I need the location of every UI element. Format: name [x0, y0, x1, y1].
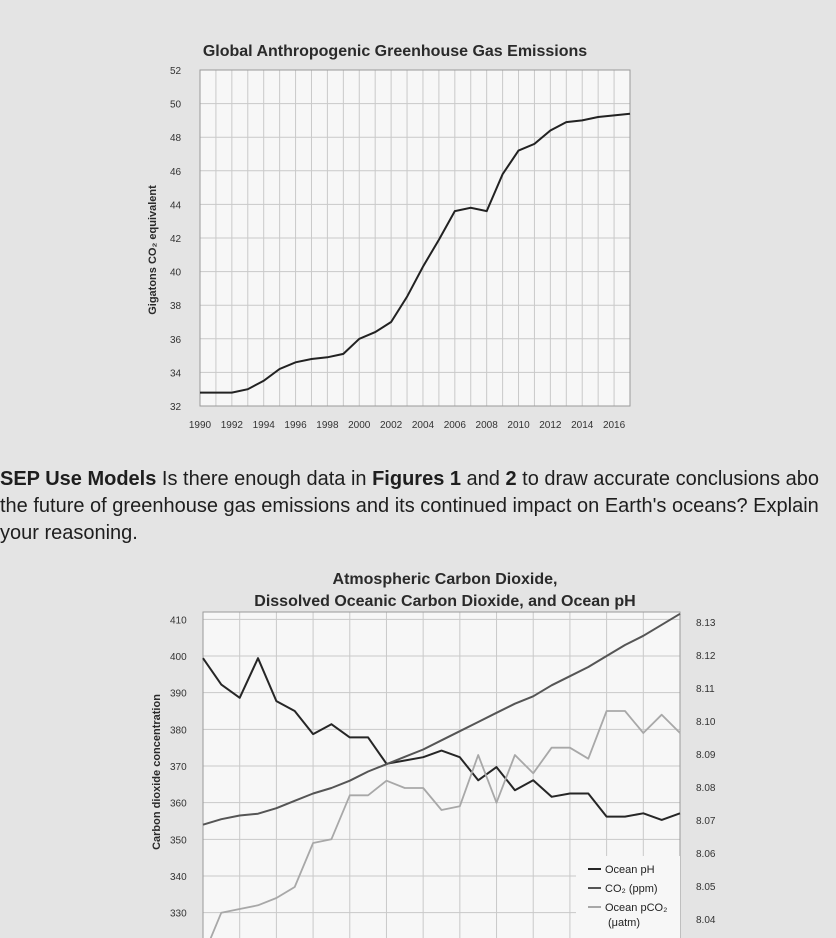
co2-chart-subtitle: Dissolved Oceanic Carbon Dioxide, and Ocean pH: [254, 593, 636, 610]
y-tick-label: 340: [170, 872, 187, 883]
emissions-y-axis-label: Gigatons CO₂ equivalent: [147, 185, 159, 315]
y-tick-label: 380: [170, 725, 187, 737]
co2-legend: [576, 856, 680, 938]
y-tick-label: 390: [170, 688, 187, 700]
question-line-2: the future of greenhouse gas emissions and its continued impact on Earth's oceans? Explain: [0, 495, 819, 517]
y2-tick-label: 8.12: [696, 650, 716, 662]
question-line-3: your reasoning.: [0, 522, 138, 544]
x-tick-label: 1998: [316, 420, 339, 431]
y-tick-label: 350: [170, 835, 187, 847]
y-tick-label: 360: [170, 798, 187, 810]
y-tick-label: 42: [170, 234, 182, 245]
x-tick-label: 1992: [220, 420, 243, 431]
y2-tick-label: 8.13: [696, 617, 716, 629]
emissions-x-ticks: [189, 420, 626, 431]
y-tick-label: 38: [170, 301, 182, 313]
y-tick-label: 36: [170, 334, 182, 346]
legend-label-pco2: Ocean pCO₂: [605, 902, 668, 914]
y2-tick-label: 8.06: [696, 848, 716, 860]
x-tick-label: 2012: [539, 420, 562, 431]
co2-chart-title: Atmospheric Carbon Dioxide,: [332, 571, 558, 588]
x-tick-label: 2006: [443, 420, 466, 431]
y-tick-label: 44: [170, 200, 182, 212]
y2-tick-label: 8.10: [696, 716, 716, 728]
y-tick-label: 400: [170, 652, 187, 663]
y-tick-label: 330: [170, 908, 187, 920]
x-tick-label: 2008: [475, 420, 498, 431]
y2-tick-label: 8.07: [696, 815, 716, 827]
y-tick-label: 46: [170, 166, 182, 178]
x-tick-label: 1996: [284, 420, 307, 431]
y2-tick-label: 8.09: [696, 749, 716, 761]
y-tick-label: 40: [170, 267, 182, 279]
x-tick-label: 1994: [252, 420, 275, 431]
legend-label-pco2-unit: (μatm): [608, 917, 641, 929]
sep-label: SEP Use Models: [0, 468, 157, 490]
question-line-1: SEP Use Models Is there enough data in Figures 1 and 2 to draw accurate conclusions abo: [0, 468, 820, 490]
co2-ph-chart: [151, 571, 716, 938]
x-tick-label: 2014: [571, 420, 594, 431]
x-tick-label: 2010: [507, 420, 530, 431]
x-tick-label: 2004: [411, 420, 435, 431]
co2-y-axis-label: Carbon dioxide concentration: [151, 694, 163, 850]
x-tick-label: 2002: [379, 420, 403, 431]
y-tick-label: 370: [170, 762, 187, 773]
y-tick-label: 410: [170, 615, 187, 627]
y2-tick-label: 8.11: [696, 683, 715, 695]
ph-right-y-ticks: [696, 618, 716, 926]
question-text: [0, 466, 836, 547]
y-tick-label: 48: [170, 133, 182, 145]
x-tick-label: 2016: [602, 420, 626, 431]
x-tick-label: 2000: [348, 420, 371, 431]
y-tick-label: 32: [170, 402, 182, 413]
legend-label-co2: CO₂ (ppm): [605, 883, 658, 895]
y2-tick-label: 8.08: [696, 782, 716, 794]
y-tick-label: 50: [170, 99, 182, 111]
x-tick-label: 1990: [188, 420, 212, 431]
y-tick-label: 34: [170, 368, 182, 380]
y-tick-label: 52: [170, 66, 182, 77]
emissions-chart-title: Global Anthropogenic Greenhouse Gas Emissions: [202, 43, 588, 60]
y2-tick-label: 8.04: [696, 914, 716, 926]
y2-tick-label: 8.05: [696, 881, 716, 893]
emissions-y-ticks: [170, 66, 182, 413]
co2-left-y-ticks: [170, 615, 187, 919]
legend-label-ph: Ocean pH: [605, 864, 655, 876]
emissions-chart: [147, 43, 630, 431]
